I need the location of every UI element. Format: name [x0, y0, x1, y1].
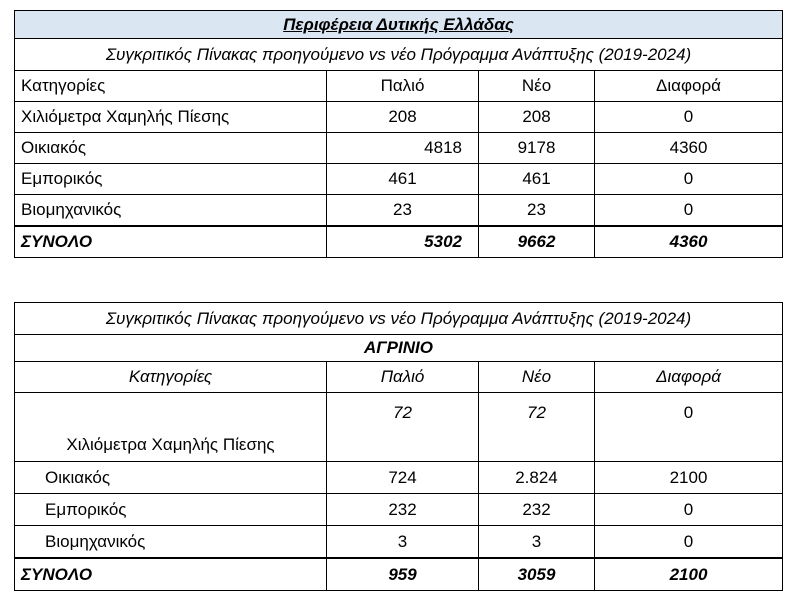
category-cell: Εμπορικός — [15, 494, 327, 526]
table-row — [15, 195, 783, 227]
diff-cell: 4360 — [595, 133, 783, 164]
header-new: Νέο — [479, 71, 595, 102]
total-row — [15, 226, 783, 258]
header-difference: Διαφορά — [595, 362, 783, 393]
diff-cell: 0 — [595, 494, 783, 526]
category-cell: Βιομηχανικός — [15, 195, 327, 227]
table-row — [15, 164, 783, 195]
new-cell: 23 — [479, 195, 595, 227]
old-cell: 232 — [327, 494, 479, 526]
header-new: Νέο — [479, 362, 595, 393]
header-old: Παλιό — [327, 71, 479, 102]
old-cell: 724 — [327, 462, 479, 494]
header-old: Παλιό — [327, 362, 479, 393]
agrinio-comparison-table — [14, 302, 783, 591]
new-cell: 9178 — [479, 133, 595, 164]
table-row — [15, 494, 783, 526]
header-categories: Κατηγορίες — [15, 71, 327, 102]
diff-cell: 0 — [595, 195, 783, 227]
table-row — [15, 526, 783, 559]
category-cell: Χιλιόμετρα Χαμηλής Πίεσης — [15, 393, 327, 462]
total-label: ΣΥΝΟΛΟ — [15, 226, 327, 258]
new-cell: 2.824 — [479, 462, 595, 494]
old-cell: 72 — [327, 393, 479, 462]
diff-cell: 0 — [595, 102, 783, 133]
total-row — [15, 558, 783, 591]
table-row — [15, 462, 783, 494]
new-cell: 3 — [479, 526, 595, 559]
table-subtitle: Συγκριτικός Πίνακας προηγούμενο vs νέο Πρόγραμμα Ανάπτυξης (2019-2024) — [15, 39, 783, 71]
new-cell: 232 — [479, 494, 595, 526]
total-new: 9662 — [479, 226, 595, 258]
category-cell: Οικιακός — [15, 133, 327, 164]
city-title: ΑΓΡΙΝΙΟ — [15, 335, 783, 362]
old-cell: 4818 — [327, 133, 479, 164]
total-difference: 4360 — [595, 226, 783, 258]
total-new: 3059 — [479, 558, 595, 591]
new-cell: 72 — [479, 393, 595, 462]
table-subtitle: Συγκριτικός Πίνακας προηγούμενο vs νέο Πρόγραμμα Ανάπτυξης (2019-2024) — [15, 303, 783, 335]
header-categories: Κατηγορίες — [15, 362, 327, 393]
category-cell: Οικιακός — [15, 462, 327, 494]
total-label: ΣΥΝΟΛΟ — [15, 558, 327, 591]
old-cell: 3 — [327, 526, 479, 559]
table-row — [15, 133, 783, 164]
old-cell: 23 — [327, 195, 479, 227]
category-cell: Εμπορικός — [15, 164, 327, 195]
total-old: 5302 — [327, 226, 479, 258]
category-cell: Βιομηχανικός — [15, 526, 327, 559]
total-old: 959 — [327, 558, 479, 591]
new-cell: 461 — [479, 164, 595, 195]
diff-cell: 0 — [595, 393, 783, 462]
old-cell: 208 — [327, 102, 479, 133]
diff-cell: 0 — [595, 164, 783, 195]
category-cell: Χιλιόμετρα Χαμηλής Πίεσης — [15, 102, 327, 133]
header-difference: Διαφορά — [595, 71, 783, 102]
header-row — [15, 71, 783, 102]
table-row — [15, 102, 783, 133]
new-cell: 208 — [479, 102, 595, 133]
table-title: Περιφέρεια Δυτικής Ελλάδας — [15, 11, 783, 39]
header-row — [15, 362, 783, 393]
region-comparison-table — [14, 10, 783, 258]
old-cell: 461 — [327, 164, 479, 195]
total-difference: 2100 — [595, 558, 783, 591]
diff-cell: 2100 — [595, 462, 783, 494]
diff-cell: 0 — [595, 526, 783, 559]
table-row — [15, 393, 783, 462]
